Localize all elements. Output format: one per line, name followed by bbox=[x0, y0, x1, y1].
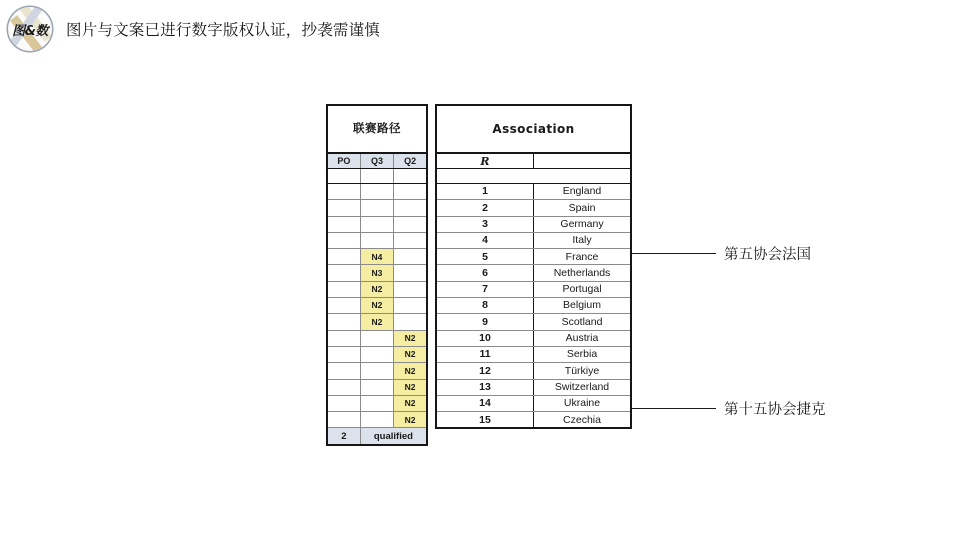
cell-q2-7 bbox=[394, 281, 427, 297]
table-row bbox=[436, 281, 631, 297]
qualified-count: 2 bbox=[327, 428, 360, 446]
rank-cell-13: 13 bbox=[436, 379, 534, 395]
cell-po-11 bbox=[327, 346, 360, 362]
cell-q3-6: N3 bbox=[360, 265, 393, 281]
table-row bbox=[436, 363, 631, 379]
cell-po-12 bbox=[327, 363, 360, 379]
annotation-label-france: 第五协会法国 bbox=[724, 246, 811, 263]
annotation-france bbox=[632, 243, 811, 263]
cell-q2-10: N2 bbox=[394, 330, 427, 346]
association-column-header-row bbox=[436, 153, 631, 169]
rank-cell-5: 5 bbox=[436, 249, 534, 265]
table-row bbox=[327, 249, 427, 265]
table-row bbox=[436, 232, 631, 248]
cell-po-8 bbox=[327, 298, 360, 314]
association-title: Association bbox=[436, 105, 631, 153]
table-row bbox=[436, 200, 631, 216]
association-name-10: Austria bbox=[534, 330, 632, 346]
rank-cell-4: 4 bbox=[436, 232, 534, 248]
column-header-q3: Q3 bbox=[360, 153, 393, 169]
table-row bbox=[436, 412, 631, 429]
cell-q3-4 bbox=[360, 232, 393, 248]
cell-q2-4 bbox=[394, 232, 427, 248]
table-row bbox=[436, 346, 631, 362]
rank-cell-9: 9 bbox=[436, 314, 534, 330]
table-row bbox=[327, 412, 427, 428]
table-row bbox=[436, 216, 631, 232]
cell-q2-3 bbox=[394, 216, 427, 232]
column-header-po: PO bbox=[327, 153, 360, 169]
table-row bbox=[327, 232, 427, 248]
cell-po-7 bbox=[327, 281, 360, 297]
cell-q2-13: N2 bbox=[394, 379, 427, 395]
logo-text: 图&数 bbox=[12, 23, 48, 39]
cell-po-4 bbox=[327, 232, 360, 248]
cell-po-6 bbox=[327, 265, 360, 281]
table-row bbox=[436, 265, 631, 281]
table-row bbox=[327, 363, 427, 379]
spacer-cell-q2 bbox=[394, 169, 427, 184]
association-name-4: Italy bbox=[534, 232, 632, 248]
cell-q3-13 bbox=[360, 379, 393, 395]
cell-q3-5: N4 bbox=[360, 249, 393, 265]
association-table bbox=[435, 104, 632, 429]
association-name-6: Netherlands bbox=[534, 265, 632, 281]
cell-q3-1 bbox=[360, 184, 393, 200]
table-row bbox=[327, 184, 427, 200]
league-path-title-row bbox=[327, 105, 427, 153]
table-row bbox=[327, 281, 427, 297]
cell-q2-2 bbox=[394, 200, 427, 216]
qualified-label: qualified bbox=[360, 428, 427, 446]
leader-line-icon bbox=[632, 253, 716, 254]
watermark-notice-text: 图片与文案已进行数字版权认证，抄袭需谨慎 bbox=[66, 21, 381, 39]
rank-cell-12: 12 bbox=[436, 363, 534, 379]
table-row bbox=[436, 379, 631, 395]
cell-q2-8 bbox=[394, 298, 427, 314]
association-name-1: England bbox=[534, 184, 632, 200]
cell-q2-14: N2 bbox=[394, 395, 427, 411]
leader-line-icon bbox=[632, 408, 716, 409]
association-name-14: Ukraine bbox=[534, 395, 632, 411]
association-name-8: Belgium bbox=[534, 298, 632, 314]
annotation-czechia bbox=[632, 398, 826, 418]
cell-po-15 bbox=[327, 412, 360, 428]
cell-q2-11: N2 bbox=[394, 346, 427, 362]
table-row bbox=[436, 330, 631, 346]
cell-q3-7: N2 bbox=[360, 281, 393, 297]
table-row bbox=[327, 314, 427, 330]
cell-q3-8: N2 bbox=[360, 298, 393, 314]
association-table-body bbox=[436, 105, 631, 428]
cell-q3-11 bbox=[360, 346, 393, 362]
rank-cell-2: 2 bbox=[436, 200, 534, 216]
cell-po-9 bbox=[327, 314, 360, 330]
association-name-9: Scotland bbox=[534, 314, 632, 330]
cell-po-10 bbox=[327, 330, 360, 346]
association-spacer-row bbox=[436, 169, 631, 184]
column-header-q2: Q2 bbox=[394, 153, 427, 169]
association-name-3: Germany bbox=[534, 216, 632, 232]
qualified-footer-row bbox=[327, 428, 427, 446]
table-row bbox=[327, 346, 427, 362]
association-name-7: Portugal bbox=[534, 281, 632, 297]
league-path-spacer-row bbox=[327, 169, 427, 184]
rank-cell-8: 8 bbox=[436, 298, 534, 314]
cell-po-13 bbox=[327, 379, 360, 395]
table-row bbox=[327, 200, 427, 216]
table-row bbox=[327, 379, 427, 395]
cell-q2-6 bbox=[394, 265, 427, 281]
table-row bbox=[436, 249, 631, 265]
association-name-12: Türkiye bbox=[534, 363, 632, 379]
rank-cell-14: 14 bbox=[436, 395, 534, 411]
rank-cell-15: 15 bbox=[436, 412, 534, 429]
table-row bbox=[327, 330, 427, 346]
table-row bbox=[327, 265, 427, 281]
association-spacer-cell bbox=[436, 169, 631, 184]
cell-q3-14 bbox=[360, 395, 393, 411]
league-path-table-body bbox=[327, 105, 427, 445]
association-name-15: Czechia bbox=[534, 412, 632, 429]
cell-po-3 bbox=[327, 216, 360, 232]
table-row bbox=[327, 216, 427, 232]
rank-cell-10: 10 bbox=[436, 330, 534, 346]
association-name-11: Serbia bbox=[534, 346, 632, 362]
cell-q3-12 bbox=[360, 363, 393, 379]
cell-q2-9 bbox=[394, 314, 427, 330]
table-row bbox=[327, 298, 427, 314]
table-row bbox=[436, 298, 631, 314]
league-path-table bbox=[326, 104, 428, 446]
cell-q2-15: N2 bbox=[394, 412, 427, 428]
association-name-2: Spain bbox=[534, 200, 632, 216]
cell-q2-12: N2 bbox=[394, 363, 427, 379]
league-path-column-header-row bbox=[327, 153, 427, 169]
spacer-cell-q3 bbox=[360, 169, 393, 184]
cell-po-14 bbox=[327, 395, 360, 411]
cell-q3-9: N2 bbox=[360, 314, 393, 330]
cell-po-5 bbox=[327, 249, 360, 265]
association-title-row bbox=[436, 105, 631, 153]
column-header-rank: R bbox=[436, 153, 534, 169]
association-name-13: Switzerland bbox=[534, 379, 632, 395]
cell-po-2 bbox=[327, 200, 360, 216]
rank-cell-1: 1 bbox=[436, 184, 534, 200]
cell-q2-5 bbox=[394, 249, 427, 265]
cell-q3-2 bbox=[360, 200, 393, 216]
league-path-title: 联赛路径 bbox=[327, 105, 427, 153]
table-row bbox=[327, 395, 427, 411]
table-row bbox=[436, 314, 631, 330]
spacer-cell-po bbox=[327, 169, 360, 184]
cell-q3-10 bbox=[360, 330, 393, 346]
rank-cell-6: 6 bbox=[436, 265, 534, 281]
table-row bbox=[436, 184, 631, 200]
table-row bbox=[436, 395, 631, 411]
association-name-5: France bbox=[534, 249, 632, 265]
cell-q2-1 bbox=[394, 184, 427, 200]
cell-po-1 bbox=[327, 184, 360, 200]
cell-q3-3 bbox=[360, 216, 393, 232]
annotation-label-czechia: 第十五协会捷克 bbox=[724, 401, 826, 418]
rank-cell-3: 3 bbox=[436, 216, 534, 232]
rank-cell-7: 7 bbox=[436, 281, 534, 297]
column-header-association-name bbox=[534, 153, 632, 169]
rank-cell-11: 11 bbox=[436, 346, 534, 362]
cell-q3-15 bbox=[360, 412, 393, 428]
